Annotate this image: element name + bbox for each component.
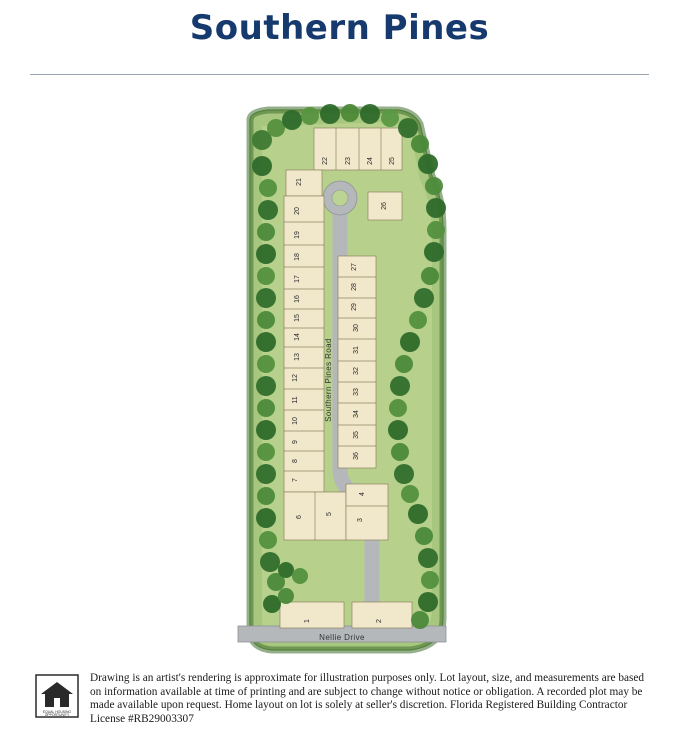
lot-number: 5 [325,512,333,516]
site-plan-map [0,80,679,660]
lot-number: 33 [352,388,360,396]
lot-number: 7 [291,478,299,482]
lot-number: 6 [295,515,303,519]
lot-number: 1 [303,619,311,623]
lot-number: 10 [291,417,299,425]
lot-number: 29 [350,303,358,311]
lot-number: 24 [366,157,374,165]
lot-number: 25 [388,157,396,165]
lot-number: 34 [352,410,360,418]
lot-number: 27 [350,263,358,271]
lot-number: 14 [293,333,301,341]
lot-number: 26 [380,202,388,210]
road-label-nellie-drive: Nellie Drive [319,633,365,642]
page-title: Southern Pines [189,8,490,48]
lot-number: 18 [293,253,301,261]
lot-number: 8 [291,459,299,463]
lot-number: 30 [352,324,360,332]
lot-number: 4 [358,492,366,496]
lot-number: 21 [295,178,303,186]
lot-number: 9 [291,440,299,444]
lot-number: 13 [293,353,301,361]
lot-number: 16 [293,295,301,303]
footer [30,672,649,732]
lot-number: 15 [293,314,301,322]
lot-number: 19 [293,231,301,239]
lot-number: 12 [291,374,299,382]
lot-number: 22 [321,157,329,165]
lot-number: 2 [375,619,383,623]
lot-number: 17 [293,275,301,283]
road-label-southern-pines-road: Southern Pines Road [324,338,333,422]
lot-number: 31 [352,346,360,354]
svg-text:EQUAL HOUSING: EQUAL HOUSING [42,710,72,714]
lot-number: 11 [291,396,299,404]
lot-number: 32 [352,367,360,375]
lot-number: 35 [352,431,360,439]
lot-number: 20 [293,207,301,215]
lot-number: 23 [344,157,352,165]
equal-housing-opportunity-icon [35,674,79,718]
svg-text:OPPORTUNITY: OPPORTUNITY [44,713,70,717]
lot-number: 36 [352,452,360,460]
lot-number: 3 [356,518,364,522]
lot-number: 28 [350,283,358,291]
title-divider [30,74,649,75]
disclaimer-text: Drawing is an artist's rendering is approximate for illustration purposes only. Lot layout, size, and measurements are based on information available at time of printing and are subject to change without notice or obligation. A recorded plot may be made available upon request. Home layout on lot is solely at seller's discretion. Florida Registered Building Contractor License #RB29003307 [90,672,645,725]
